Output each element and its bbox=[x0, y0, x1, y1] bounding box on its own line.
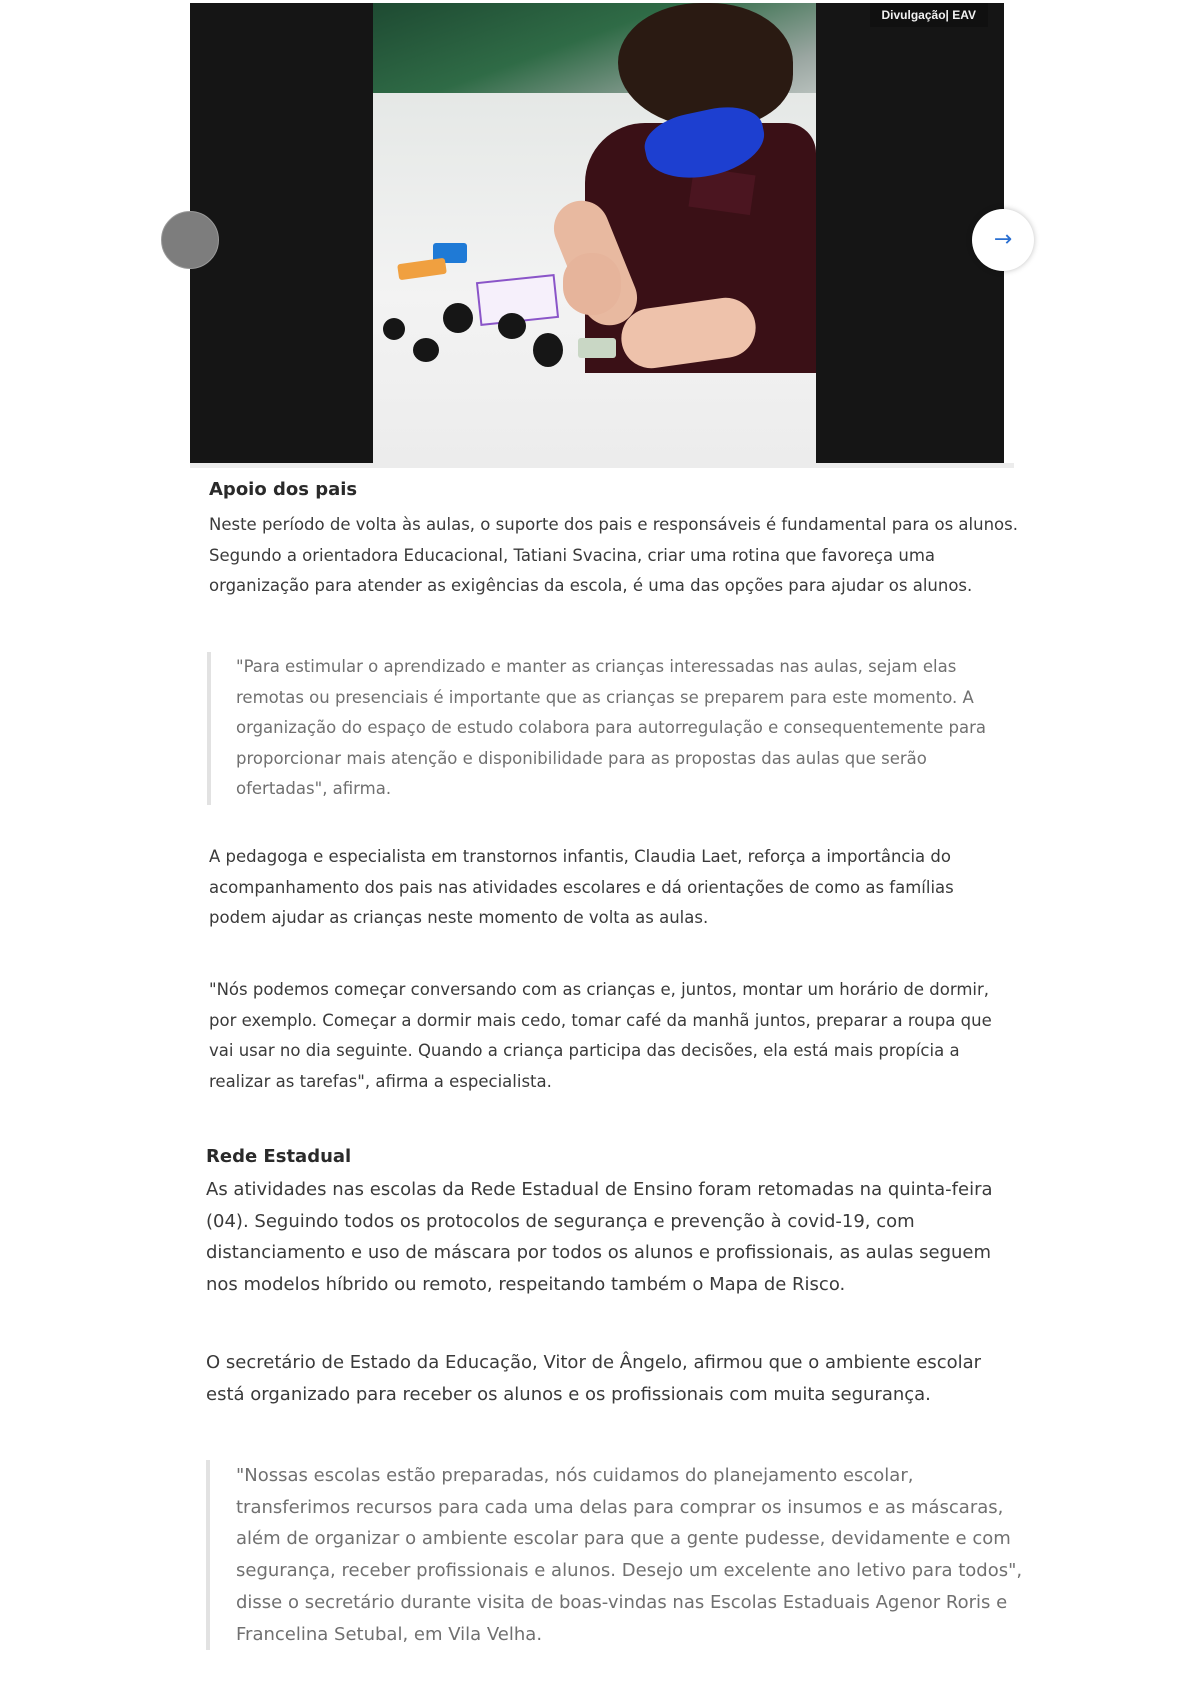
paragraph-secretario: O secretário de Estado da Educação, Vitor de Ângelo, afirmou que o ambiente escolar está organizado para receber os alunos e os profissionais com muita segurança. bbox=[206, 1352, 982, 1405]
photo-black-part bbox=[533, 333, 563, 367]
photo-hand-left bbox=[563, 253, 621, 315]
paragraph-apoio: Neste período de volta às aulas, o suporte dos pais e responsáveis é fundamental para os alunos. Segundo a orientadora Educacional, Tatiani Svacina, criar uma rotina que favoreça uma organização para atender as exigências da escola, é uma das opções para ajudar os alunos. bbox=[209, 515, 1018, 595]
carousel-prev-button[interactable] bbox=[161, 211, 219, 269]
section-heading-apoio: Apoio dos pais bbox=[209, 479, 358, 500]
photo-black-part bbox=[383, 318, 405, 340]
photo-credit: Divulgação| EAV bbox=[870, 3, 989, 27]
article-photo bbox=[373, 3, 816, 463]
section-heading-rede-estadual: Rede Estadual bbox=[206, 1146, 352, 1167]
blockquote-orientadora: "Para estimular o aprendizado e manter as crianças interessadas nas aulas, sejam elas remotas ou presenciais é importante que as crianças se preparem para este momento. A organização do espaço de estudo colabora para autorregulação e consequentemente para proporcionar mais atenção e disponibilidade para as propostas das aulas que serão ofertadas", afirma. bbox=[207, 652, 1016, 805]
blockquote-secretario: "Nossas escolas estão preparadas, nós cuidamos do planejamento escolar, transferimos recursos para cada uma delas para comprar os insumos e as máscaras, além de organizar o ambiente escolar para que a gente pudesse, devidamente e com segurança, receber profissionais e alunos. Desejo um excelente ano letivo para todos", disse o secretário durante visita de boas-vindas nas Escolas Estaduais Agenor Roris e Francelina Setubal, em Vila Velha. bbox=[206, 1460, 1031, 1650]
carousel-next-button[interactable] bbox=[972, 209, 1034, 271]
photo-black-part bbox=[413, 338, 439, 362]
photo-black-part bbox=[498, 313, 526, 339]
image-carousel bbox=[190, 3, 1004, 463]
arrow-right-icon: → bbox=[993, 227, 1013, 252]
photo-black-part bbox=[443, 303, 473, 333]
paragraph-rede-estadual: As atividades nas escolas da Rede Estadual de Ensino foram retomadas na quinta-feira (04). Seguindo todos os protocolos de segurança e prevenção à covid-19, com distanciamento e uso de máscara por todos os alunos e profissionais, as aulas seguem nos modelos híbrido ou remoto, respeitando também o Mapa de Risco. bbox=[206, 1179, 993, 1296]
paragraph-pedagoga: A pedagoga e especialista em transtornos infantis, Claudia Laet, reforça a importância do acompanhamento dos pais nas atividades escolares e dá orientações de como as famílias podem ajudar as crianças neste momento de volta as aulas. bbox=[209, 847, 954, 927]
photo-circuit-board bbox=[578, 338, 616, 358]
carousel-bottom-divider bbox=[190, 463, 1014, 468]
paragraph-quote-especialista: "Nós podemos começar conversando com as crianças e, juntos, montar um horário de dormir, por exemplo. Começar a dormir mais cedo, tomar café da manhã juntos, preparar a roupa que vai usar no dia seguinte. Quando a criança participa das decisões, ela está mais propícia a realizar as tarefas", afirma a especialista. bbox=[209, 980, 992, 1091]
